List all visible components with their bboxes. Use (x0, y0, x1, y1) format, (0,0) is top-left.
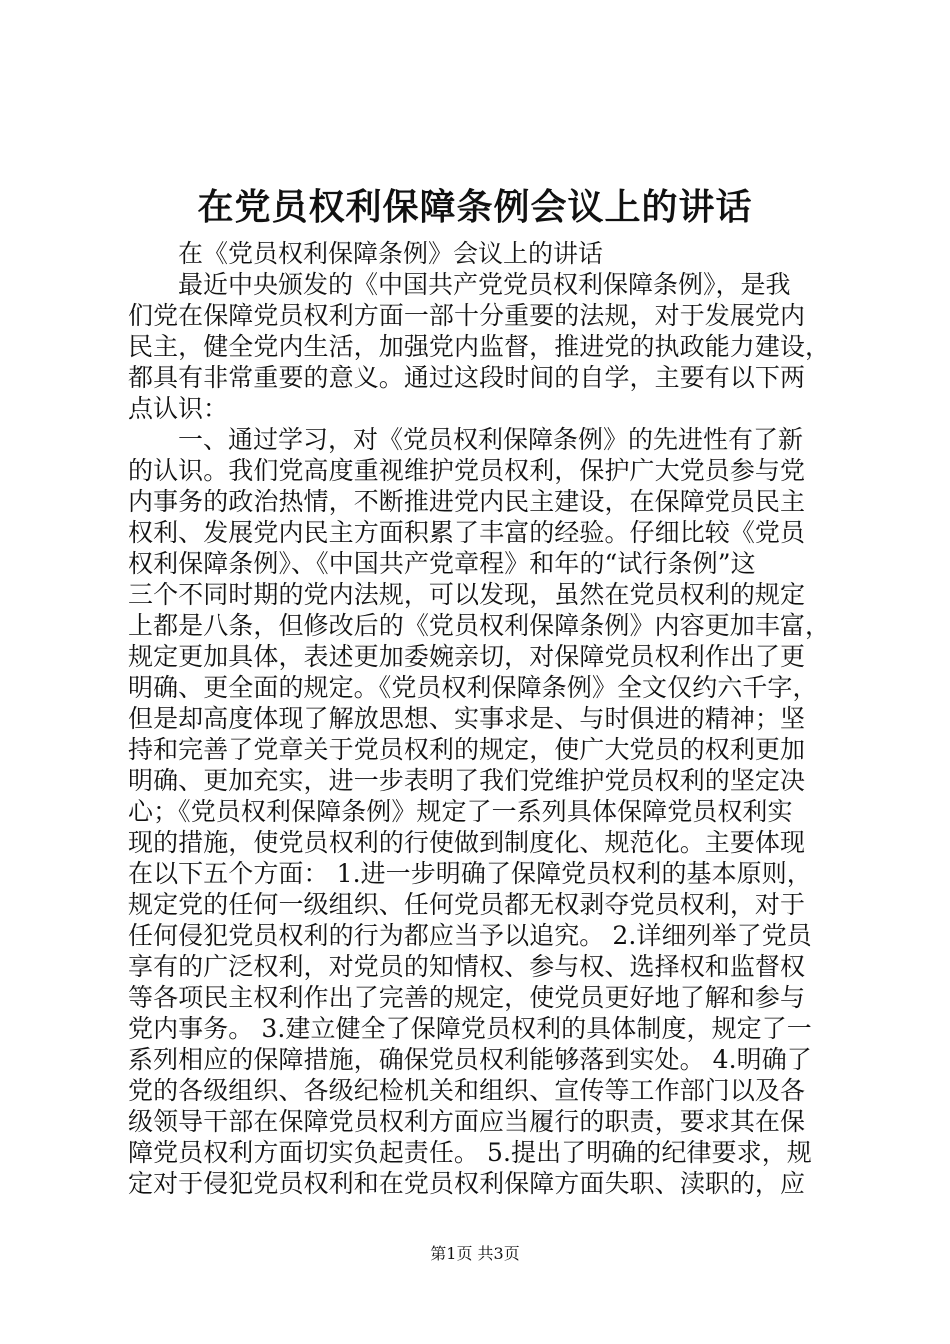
text-line: 规定党的任何一级组织、任何党员都无权剥夺党员权利，对于 (128, 890, 806, 919)
text-line: 但是却高度体现了解放思想、实事求是、与时俱进的精神；坚 (128, 704, 806, 733)
text-line: 明确、更全面的规定。《党员权利保障条例》全文仅约六千字， (128, 673, 818, 702)
text-line: 最近中央颁发的《中国共产党党员权利保障条例》，是我 (128, 270, 791, 299)
text-line: 权利保障条例》、《中国共产党章程》和年的“试行条例”这 (128, 549, 756, 578)
text-line: 障党员权利方面切实负起责任。 5.提出了明确的纪律要求，规 (128, 1138, 812, 1167)
text-line: 的认识。我们党高度重视维护党员权利，保护广大党员参与党 (128, 456, 806, 485)
text-line: 内事务的政治热情，不断推进党内民主建设，在保障党员民主 (128, 487, 806, 516)
text-line: 都具有非常重要的意义。通过这段时间的自学，主要有以下两 (128, 363, 806, 392)
text-line: 享有的广泛权利，对党员的知情权、参与权、选择权和监督权 (128, 952, 806, 981)
document-body (128, 238, 848, 1199)
text-line: 心；《党员权利保障条例》规定了一系列具体保障党员权利实 (128, 797, 793, 826)
text-line: 三个不同时期的党内法规，可以发现，虽然在党员权利的规定 (128, 580, 806, 609)
text-line: 在《党员权利保障条例》会议上的讲话 (128, 239, 604, 268)
text-line: 规定更加具体，表述更加委婉亲切，对保障党员权利作出了更 (128, 642, 806, 671)
text-line: 们党在保障党员权利方面一部十分重要的法规，对于发展党内 (128, 301, 806, 330)
text-line: 民主，健全党内生活，加强党内监督，推进党的执政能力建设， (128, 332, 831, 361)
text-line: 明确、更加充实，进一步表明了我们党维护党员权利的坚定决 (128, 766, 806, 795)
text-line: 点认识： (128, 394, 229, 423)
text-line: 在以下五个方面： 1.进一步明确了保障党员权利的基本原则， (128, 859, 812, 888)
text-line: 等各项民主权利作出了完善的规定，使党员更好地了解和参与 (128, 983, 806, 1012)
text-line: 现的措施，使党员权利的行使做到制度化、规范化。主要体现 (128, 828, 806, 857)
text-line: 持和完善了党章关于党员权利的规定，使广大党员的权利更加 (128, 735, 806, 764)
text-line: 权利、发展党内民主方面积累了丰富的经验。仔细比较《党员 (128, 518, 806, 547)
text-line: 党的各级组织、各级纪检机关和组织、宣传等工作部门以及各 (128, 1076, 806, 1105)
text-line: 一、通过学习，对《党员权利保障条例》的先进性有了新 (128, 425, 804, 454)
text-line: 系列相应的保障措施，确保党员权利能够落到实处。 4.明确了 (128, 1045, 812, 1074)
text-line: 任何侵犯党员权利的行为都应当予以追究。 2.详细列举了党员 (128, 921, 812, 950)
text-line: 级领导干部在保障党员权利方面应当履行的职责，要求其在保 (128, 1107, 806, 1136)
page-footer: 第1页 共3页 (430, 1244, 520, 1263)
text-line: 上都是八条，但修改后的《党员权利保障条例》内容更加丰富， (128, 611, 831, 640)
text-line: 定对于侵犯党员权利和在党员权利保障方面失职、渎职的，应 (128, 1169, 806, 1198)
text-line: 党内事务。 3.建立健全了保障党员权利的具体制度，规定了一 (128, 1014, 812, 1043)
page-title: 在党员权利保障条例会议上的讲话 (197, 186, 753, 228)
